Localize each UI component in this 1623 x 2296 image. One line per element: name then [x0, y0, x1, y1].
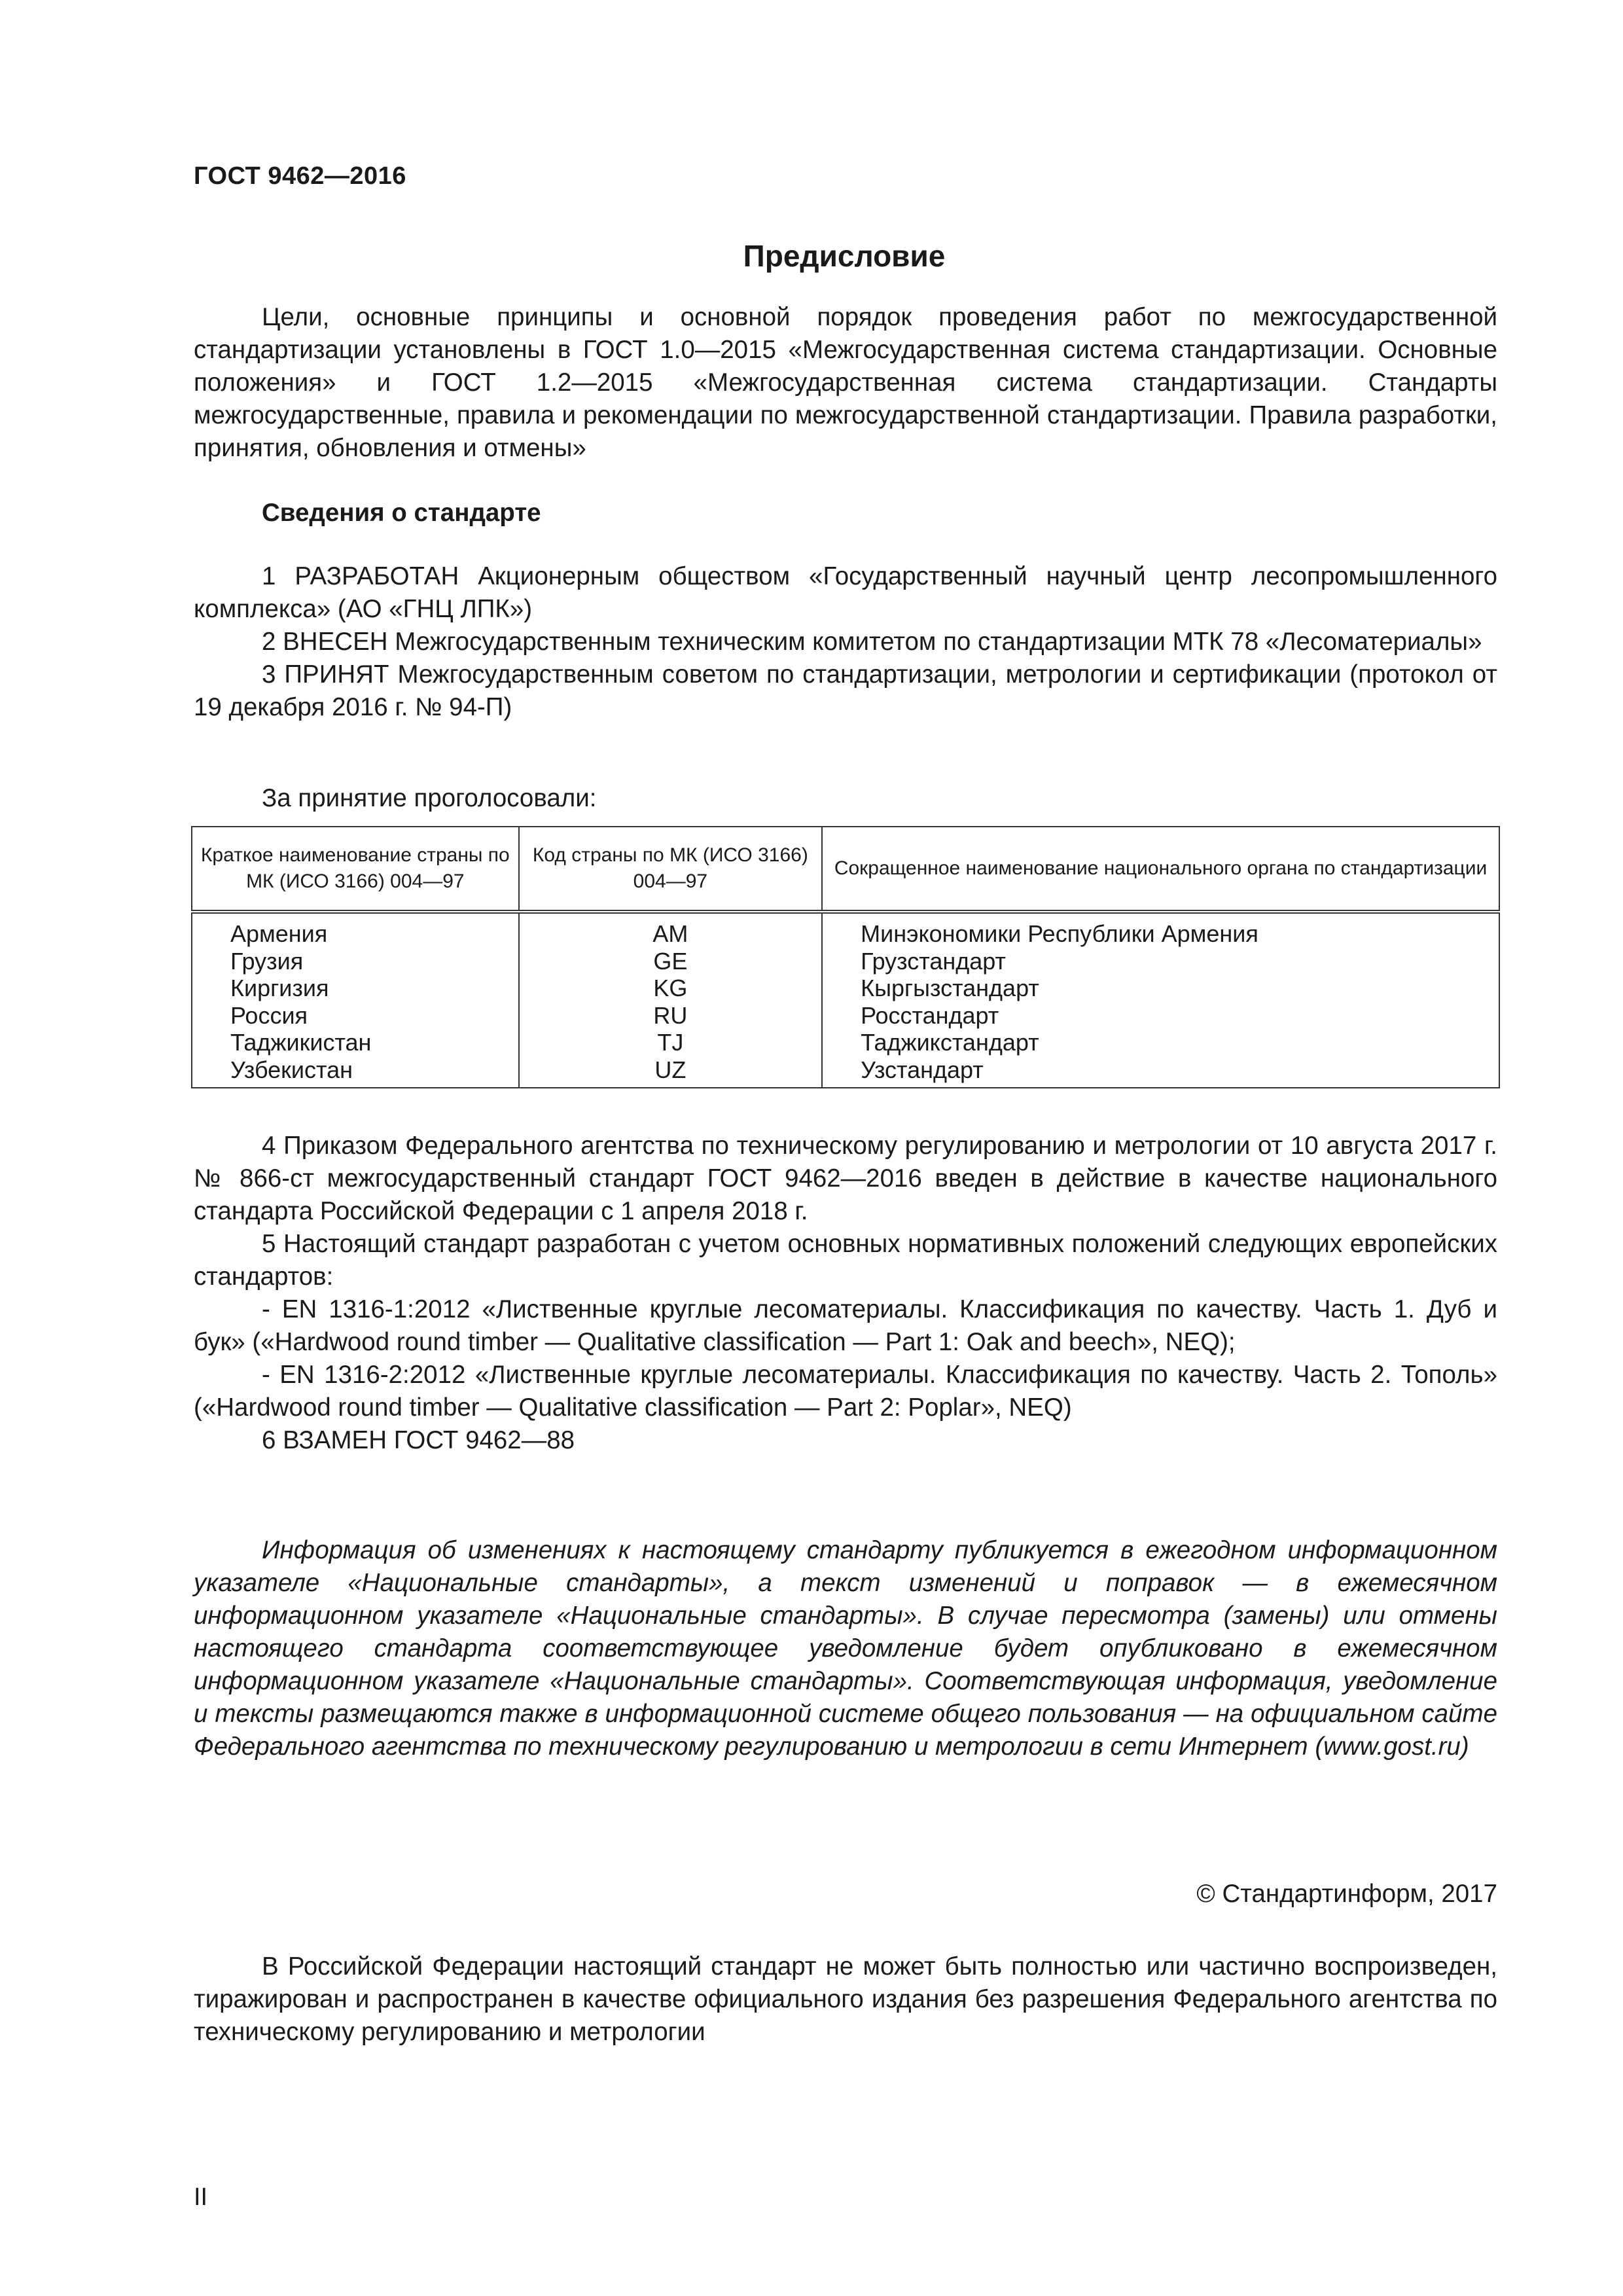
country-cell: Грузия	[230, 947, 304, 975]
intro-paragraph: Цели, основные принципы и основной порядок проведения работ по межгосударственной стандартизации установлены в ГОСТ 1.0—2015 «Межгосударственная система стандартизации. Основные положения» и ГОСТ 1.2—2015 «Межгосударственная система стандартизации. Стандарты межгосударственные, правила и рекомендации по межгосударственной стандартизации. Правила разработки, принятия, обновления и отмены»	[194, 303, 1497, 462]
code-cell: KG	[653, 975, 688, 1001]
code-cell: TJ	[657, 1029, 684, 1056]
info-item-5-en1: - EN 1316-1:2012 «Лиственные круглые лесоматериалы. Классификация по качеству. Часть 1. Дуб и бук» («Hardwood round timber — Qualitative classification — Part 1: Oak and beech», NEQ);	[194, 1295, 1497, 1356]
country-cell: Таджикистан	[230, 1029, 372, 1056]
code-column	[519, 912, 822, 1088]
body-cell: Минэкономики Республики Армения	[861, 920, 1258, 947]
body-cell: Кыргызстандарт	[861, 975, 1039, 1001]
reproduction-restriction: В Российской Федерации настоящий стандарт не может быть полностью или частично воспроизведен, тиражирован и распространен в качестве официального издания без разрешения Федерального агентства по техническому регулированию и метрологии	[194, 1952, 1497, 2046]
page-title: Предисловие	[743, 239, 946, 273]
info-item-1: 1 РАЗРАБОТАН Акционерным обществом «Государственный научный центр лесопромышленного комплекса» (АО «ГНЦ ЛПК»)	[194, 562, 1497, 623]
intro-block	[194, 301, 1497, 465]
country-cell: Армения	[230, 920, 328, 947]
body-cell: Грузстандарт	[861, 947, 1007, 975]
info-item-4: 4 Приказом Федерального агентства по техническому регулированию и метрологии от 10 августа 2017 г. № 866-ст межгосударственный стандарт ГОСТ 9462—2016 введен в действие в качестве национального стандарта Российской Федерации с 1 апреля 2018 г.	[194, 1132, 1497, 1225]
info-item-6: 6 ВЗАМЕН ГОСТ 9462—88	[262, 1426, 575, 1454]
country-cell: Россия	[230, 1001, 308, 1029]
standard-info-items-continued	[194, 1130, 1497, 1457]
code-cell: AM	[652, 920, 688, 947]
column-header-country: Краткое наименование страны по МК (ИСО 3166) 004—97	[192, 827, 519, 912]
section-subheading: Сведения о стандарте	[262, 499, 541, 527]
body-cell: Узстандарт	[861, 1056, 984, 1083]
table-header-row	[192, 827, 1499, 912]
country-cell: Узбекистан	[230, 1056, 353, 1083]
country-column	[192, 912, 519, 1088]
page-number: II	[194, 2183, 208, 2211]
changes-notice: Информация об изменениях к настоящему стандарту публикуется в ежегодном информационном указателе «Национальные стандарты», а текст изменений и поправок — в ежемесячном информационном указателе «Национальные стандарты». В случае пересмотра (замены) или отмены настоящего стандарта соответствующее уведомление будет опубликовано в ежемесячном информационном указателе «Национальные стандарты». Соответствующая информация, уведомление и тексты размещаются также в информационной системе общего пользования — на официальном сайте Федерального агентства по техническому регулированию и метрологии в сети Интернет (www.gost.ru)	[194, 1536, 1497, 1761]
vote-label: За принятие проголосовали:	[262, 784, 597, 812]
column-header-body: Сокращенное наименование национального органа по стандартизации	[822, 827, 1499, 912]
restriction-block	[194, 1950, 1497, 2049]
standard-info-items	[194, 560, 1497, 724]
info-item-5-en2: - EN 1316-2:2012 «Лиственные круглые лесоматериалы. Классификация по качеству. Часть 2. Тополь» («Hardwood round timber — Qualitative classification — Part 2: Poplar», NEQ)	[194, 1361, 1497, 1422]
country-cell: Киргизия	[230, 975, 329, 1001]
code-cell: RU	[653, 1001, 688, 1029]
voting-countries-table	[191, 826, 1500, 1088]
body-cell: Росстандарт	[861, 1001, 999, 1029]
copyright-line: © Стандартинформ, 2017	[1196, 1880, 1497, 1908]
info-item-5: 5 Настоящий стандарт разработан с учетом основных нормативных положений следующих европейских стандартов:	[194, 1230, 1497, 1291]
code-cell: GE	[653, 947, 688, 975]
column-header-code: Код страны по МК (ИСО 3166) 004—97	[519, 827, 822, 912]
info-item-2: 2 ВНЕСЕН Межгосударственным техническим комитетом по стандартизации МТК 78 «Лесоматериалы»	[262, 628, 1482, 656]
table-body-row	[192, 912, 1499, 1088]
code-cell: UZ	[654, 1056, 687, 1083]
body-cell: Таджикстандарт	[861, 1029, 1039, 1056]
changes-notice-block	[194, 1534, 1497, 1763]
document-id-header: ГОСТ 9462—2016	[194, 162, 406, 190]
body-column	[822, 912, 1499, 1088]
info-item-3: 3 ПРИНЯТ Межгосударственным советом по стандартизации, метрологии и сертификации (протокол от 19 декабря 2016 г. № 94-П)	[194, 660, 1497, 721]
